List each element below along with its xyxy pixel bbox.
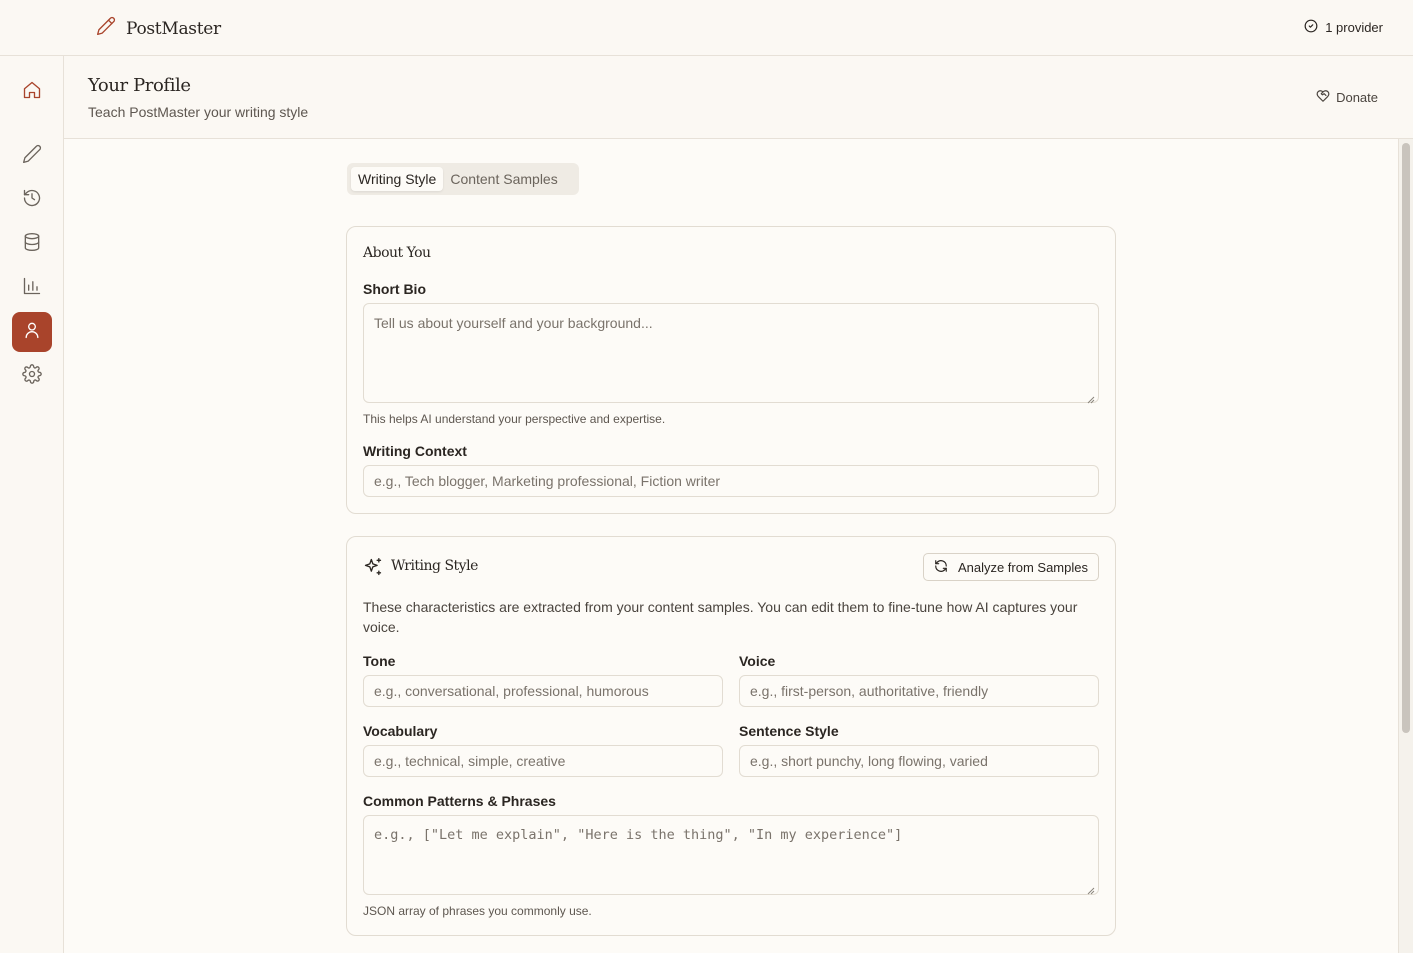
vocabulary-placeholder: e.g., technical, simple, creative	[374, 753, 566, 769]
voice-placeholder: e.g., first-person, authoritative, friendly	[750, 683, 989, 699]
sentence-style-placeholder: e.g., short punchy, long flowing, varied	[750, 753, 988, 769]
patterns-placeholder: e.g., ["Let me explain", "Here is the thing", "In my experience"]	[374, 827, 903, 843]
gear-icon	[22, 364, 42, 389]
tab-writing-style[interactable]: Writing Style	[351, 167, 443, 191]
writing-context-label: Writing Context	[363, 443, 467, 459]
sidebar-item-compose[interactable]	[12, 136, 52, 176]
writing-style-title: Writing Style	[391, 558, 478, 574]
scrollbar[interactable]	[1398, 139, 1413, 953]
tab-content-samples[interactable]: Content Samples	[450, 171, 558, 187]
about-you-title: About You	[363, 245, 431, 261]
patterns-textarea[interactable]	[363, 815, 1099, 895]
short-bio-help: This helps AI understand your perspective and expertise.	[363, 412, 666, 426]
page-header	[64, 56, 1413, 139]
tone-label: Tone	[363, 653, 396, 669]
sidebar-item-analytics[interactable]	[12, 268, 52, 308]
resize-grip-icon[interactable]	[1087, 391, 1095, 399]
home-icon	[22, 80, 42, 105]
sidebar-item-home[interactable]	[12, 72, 52, 112]
short-bio-label: Short Bio	[363, 281, 426, 297]
patterns-label: Common Patterns & Phrases	[363, 793, 556, 809]
brand[interactable]	[96, 16, 221, 41]
sidebar	[0, 56, 64, 953]
donate-button[interactable]	[1316, 89, 1378, 106]
scrollbar-thumb[interactable]	[1402, 143, 1410, 733]
user-icon	[22, 320, 42, 345]
page-subtitle: Teach PostMaster your writing style	[88, 104, 309, 120]
profile-tabs	[347, 163, 579, 195]
sidebar-item-database[interactable]	[12, 224, 52, 264]
vocabulary-input[interactable]	[363, 745, 723, 777]
writing-context-input[interactable]	[363, 465, 1099, 497]
sidebar-item-profile[interactable]	[12, 312, 52, 352]
pencil-icon	[22, 144, 42, 169]
patterns-help: JSON array of phrases you commonly use.	[363, 904, 592, 918]
top-bar	[0, 0, 1413, 56]
provider-status-label: 1 provider	[1325, 20, 1383, 35]
sidebar-item-settings[interactable]	[12, 356, 52, 396]
sparkles-icon	[363, 557, 383, 582]
pencil-logo-icon	[96, 16, 116, 41]
app-name: PostMaster	[126, 18, 221, 39]
about-you-card	[346, 226, 1116, 514]
sidebar-item-history[interactable]	[12, 180, 52, 220]
chart-icon	[22, 276, 42, 301]
short-bio-textarea[interactable]	[363, 303, 1099, 403]
database-icon	[22, 232, 42, 257]
resize-grip-icon[interactable]	[1087, 883, 1095, 891]
heart-icon	[1316, 89, 1330, 106]
provider-status[interactable]	[1304, 19, 1383, 36]
writing-context-placeholder: e.g., Tech blogger, Marketing professional, Fiction writer	[374, 473, 721, 489]
sentence-style-input[interactable]	[739, 745, 1099, 777]
tone-placeholder: e.g., conversational, professional, humorous	[374, 683, 649, 699]
history-icon	[22, 188, 42, 213]
tone-input[interactable]	[363, 675, 723, 707]
analyze-from-samples-button[interactable]	[923, 553, 1099, 581]
refresh-icon	[934, 559, 948, 576]
check-circle-icon	[1304, 19, 1318, 36]
donate-label: Donate	[1336, 90, 1378, 105]
writing-style-card	[346, 536, 1116, 936]
page-title: Your Profile	[88, 75, 191, 96]
vocabulary-label: Vocabulary	[363, 723, 438, 739]
sentence-style-label: Sentence Style	[739, 723, 839, 739]
analyze-label: Analyze from Samples	[957, 559, 1088, 575]
voice-label: Voice	[739, 653, 776, 669]
voice-input[interactable]	[739, 675, 1099, 707]
short-bio-placeholder: Tell us about yourself and your background...	[374, 315, 653, 331]
writing-style-description: These characteristics are extracted from your content samples. You can edit them to fine-tune how AI captures your voice.	[363, 599, 1078, 635]
